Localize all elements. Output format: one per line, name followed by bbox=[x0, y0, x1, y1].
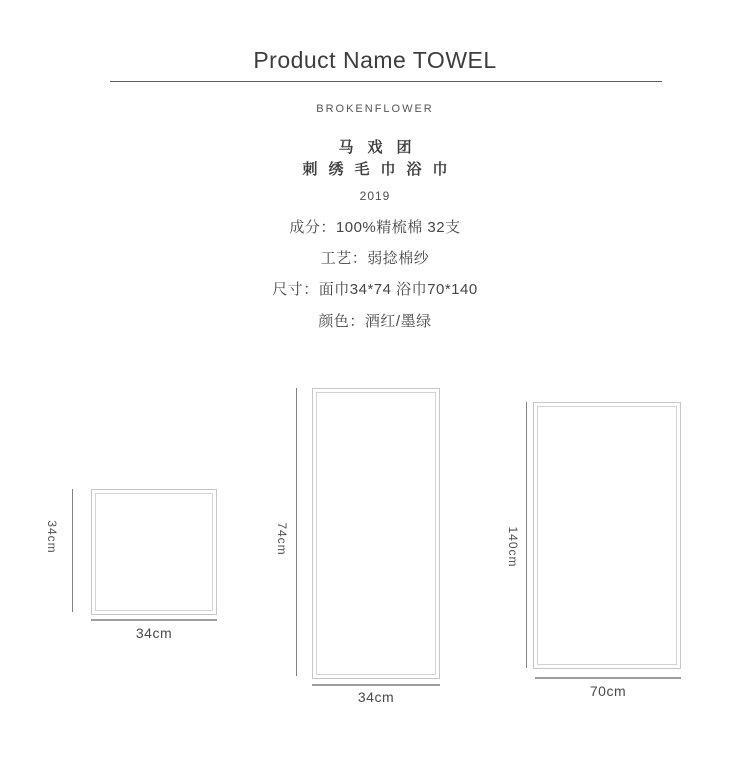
series-name: 马戏团 bbox=[338, 139, 426, 156]
diagram-bath-towel bbox=[533, 402, 681, 669]
page-title: Product Name TOWEL bbox=[253, 47, 497, 73]
title-divider-line bbox=[110, 81, 662, 82]
height-label: 74cm bbox=[275, 522, 289, 556]
width-label: 34cm bbox=[135, 625, 173, 641]
diagram-inner-border bbox=[537, 406, 677, 665]
width-measure-line bbox=[91, 619, 217, 621]
spec-craft: 工艺：弱捻棉纱 bbox=[320, 250, 430, 267]
spec-color: 颜色：酒红/墨绿 bbox=[318, 313, 432, 330]
width-label: 34cm bbox=[357, 689, 395, 705]
width-measure-line bbox=[535, 677, 681, 679]
brand-name: BROKENFLOWER bbox=[316, 103, 434, 115]
width-label: 70cm bbox=[589, 683, 627, 699]
width-measure-line bbox=[312, 684, 440, 686]
diagram-face-towel bbox=[312, 388, 440, 679]
diagram-inner-border bbox=[316, 392, 436, 675]
height-measure-line bbox=[526, 402, 527, 668]
height-label: 140cm bbox=[506, 526, 520, 568]
spec-size: 尺寸：面巾34*74 浴巾70*140 bbox=[272, 281, 478, 298]
diagram-face-towel-square bbox=[91, 489, 217, 615]
diagram-inner-border bbox=[95, 493, 213, 611]
year-label: 2019 bbox=[359, 189, 391, 203]
height-measure-line bbox=[72, 489, 73, 612]
height-measure-line bbox=[296, 388, 297, 676]
product-name: 刺绣毛巾浴巾 bbox=[302, 161, 459, 178]
height-label: 34cm bbox=[45, 520, 59, 554]
spec-composition: 成分：100%精梳棉 32支 bbox=[289, 219, 461, 236]
